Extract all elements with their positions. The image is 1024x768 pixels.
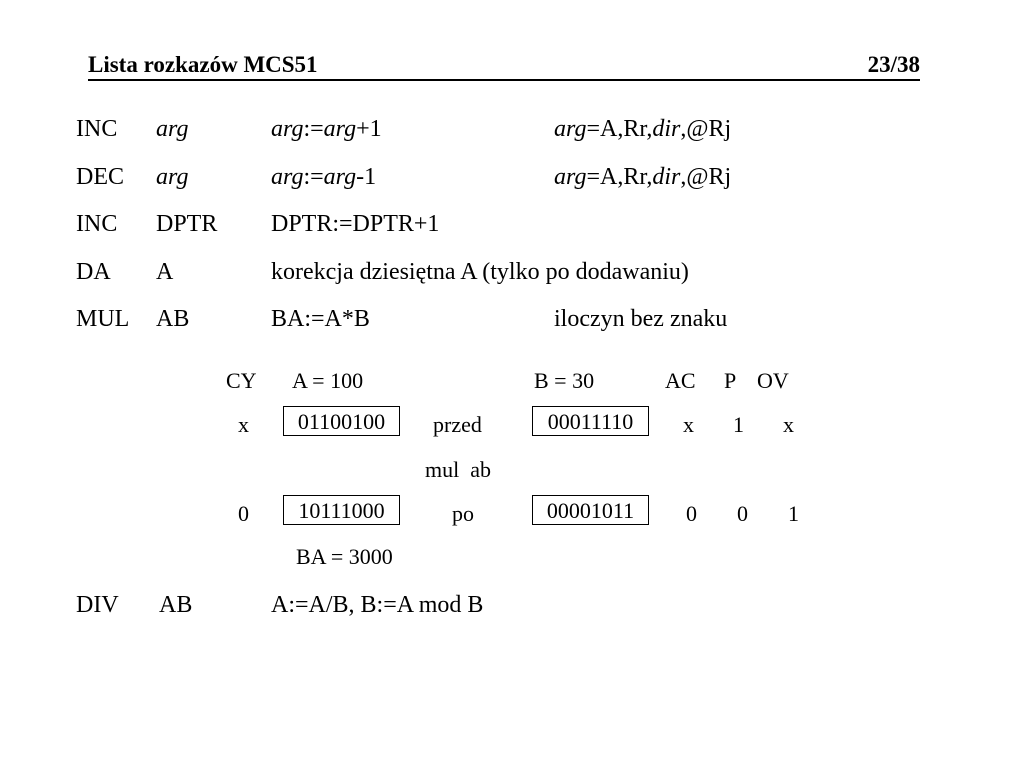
da-operation: korekcja dziesiętna A (tylko po dodawaniu)	[271, 259, 689, 285]
after-label: po	[452, 501, 474, 526]
dec-note: arg=A,Rr,dir,@Rj	[554, 164, 732, 190]
dec-mnemonic: DEC	[76, 164, 124, 190]
before-a-register: 01100100	[283, 406, 400, 436]
page-number: 23/38	[867, 52, 920, 77]
mul-operation: BA:=A*B	[271, 306, 370, 332]
after-ov: 1	[788, 501, 799, 526]
div-operand: AB	[159, 592, 193, 618]
before-ov: x	[783, 412, 794, 437]
before-p: 1	[733, 412, 744, 437]
example-a-header: A = 100	[292, 368, 364, 393]
da-operand: A	[156, 259, 174, 285]
example-b-header: B = 30	[534, 368, 595, 393]
before-b-register: 00011110	[532, 406, 649, 436]
example-ac-header: AC	[665, 368, 696, 393]
dec-operand: arg	[156, 164, 189, 190]
slide-header	[88, 52, 920, 81]
inc-operand: arg	[156, 116, 189, 142]
mul-operand: AB	[156, 306, 190, 332]
div-operation: A:=A/B, B:=A mod B	[271, 592, 484, 618]
after-p: 0	[737, 501, 748, 526]
example-result: BA = 3000	[296, 544, 393, 569]
after-a-register: 10111000	[283, 495, 400, 525]
example-cy-header: CY	[226, 368, 257, 393]
after-ac: 0	[686, 501, 697, 526]
after-cy: 0	[238, 501, 249, 526]
mul-mnemonic: MUL	[76, 306, 130, 332]
mul-note: iloczyn bez znaku	[554, 306, 728, 332]
inc-note: arg=A,Rr,dir,@Rj	[554, 116, 732, 142]
example-operation: mul ab	[425, 457, 491, 482]
inc-dptr-mnemonic: INC	[76, 211, 118, 237]
div-mnemonic: DIV	[76, 592, 119, 618]
example-ov-header: OV	[757, 368, 789, 393]
before-cy: x	[238, 412, 249, 437]
inc-mnemonic: INC	[76, 116, 118, 142]
inc-operation: arg:=arg+1	[271, 116, 382, 142]
dec-operation: arg:=arg-1	[271, 164, 377, 190]
after-b-register: 00001011	[532, 495, 649, 525]
example-p-header: P	[724, 368, 737, 393]
inc-dptr-operation: DPTR:=DPTR+1	[271, 211, 440, 237]
slide-title: Lista rozkazów MCS51	[88, 52, 318, 77]
inc-dptr-operand: DPTR	[156, 211, 218, 237]
before-label: przed	[433, 412, 482, 437]
da-mnemonic: DA	[76, 259, 111, 285]
before-ac: x	[683, 412, 694, 437]
